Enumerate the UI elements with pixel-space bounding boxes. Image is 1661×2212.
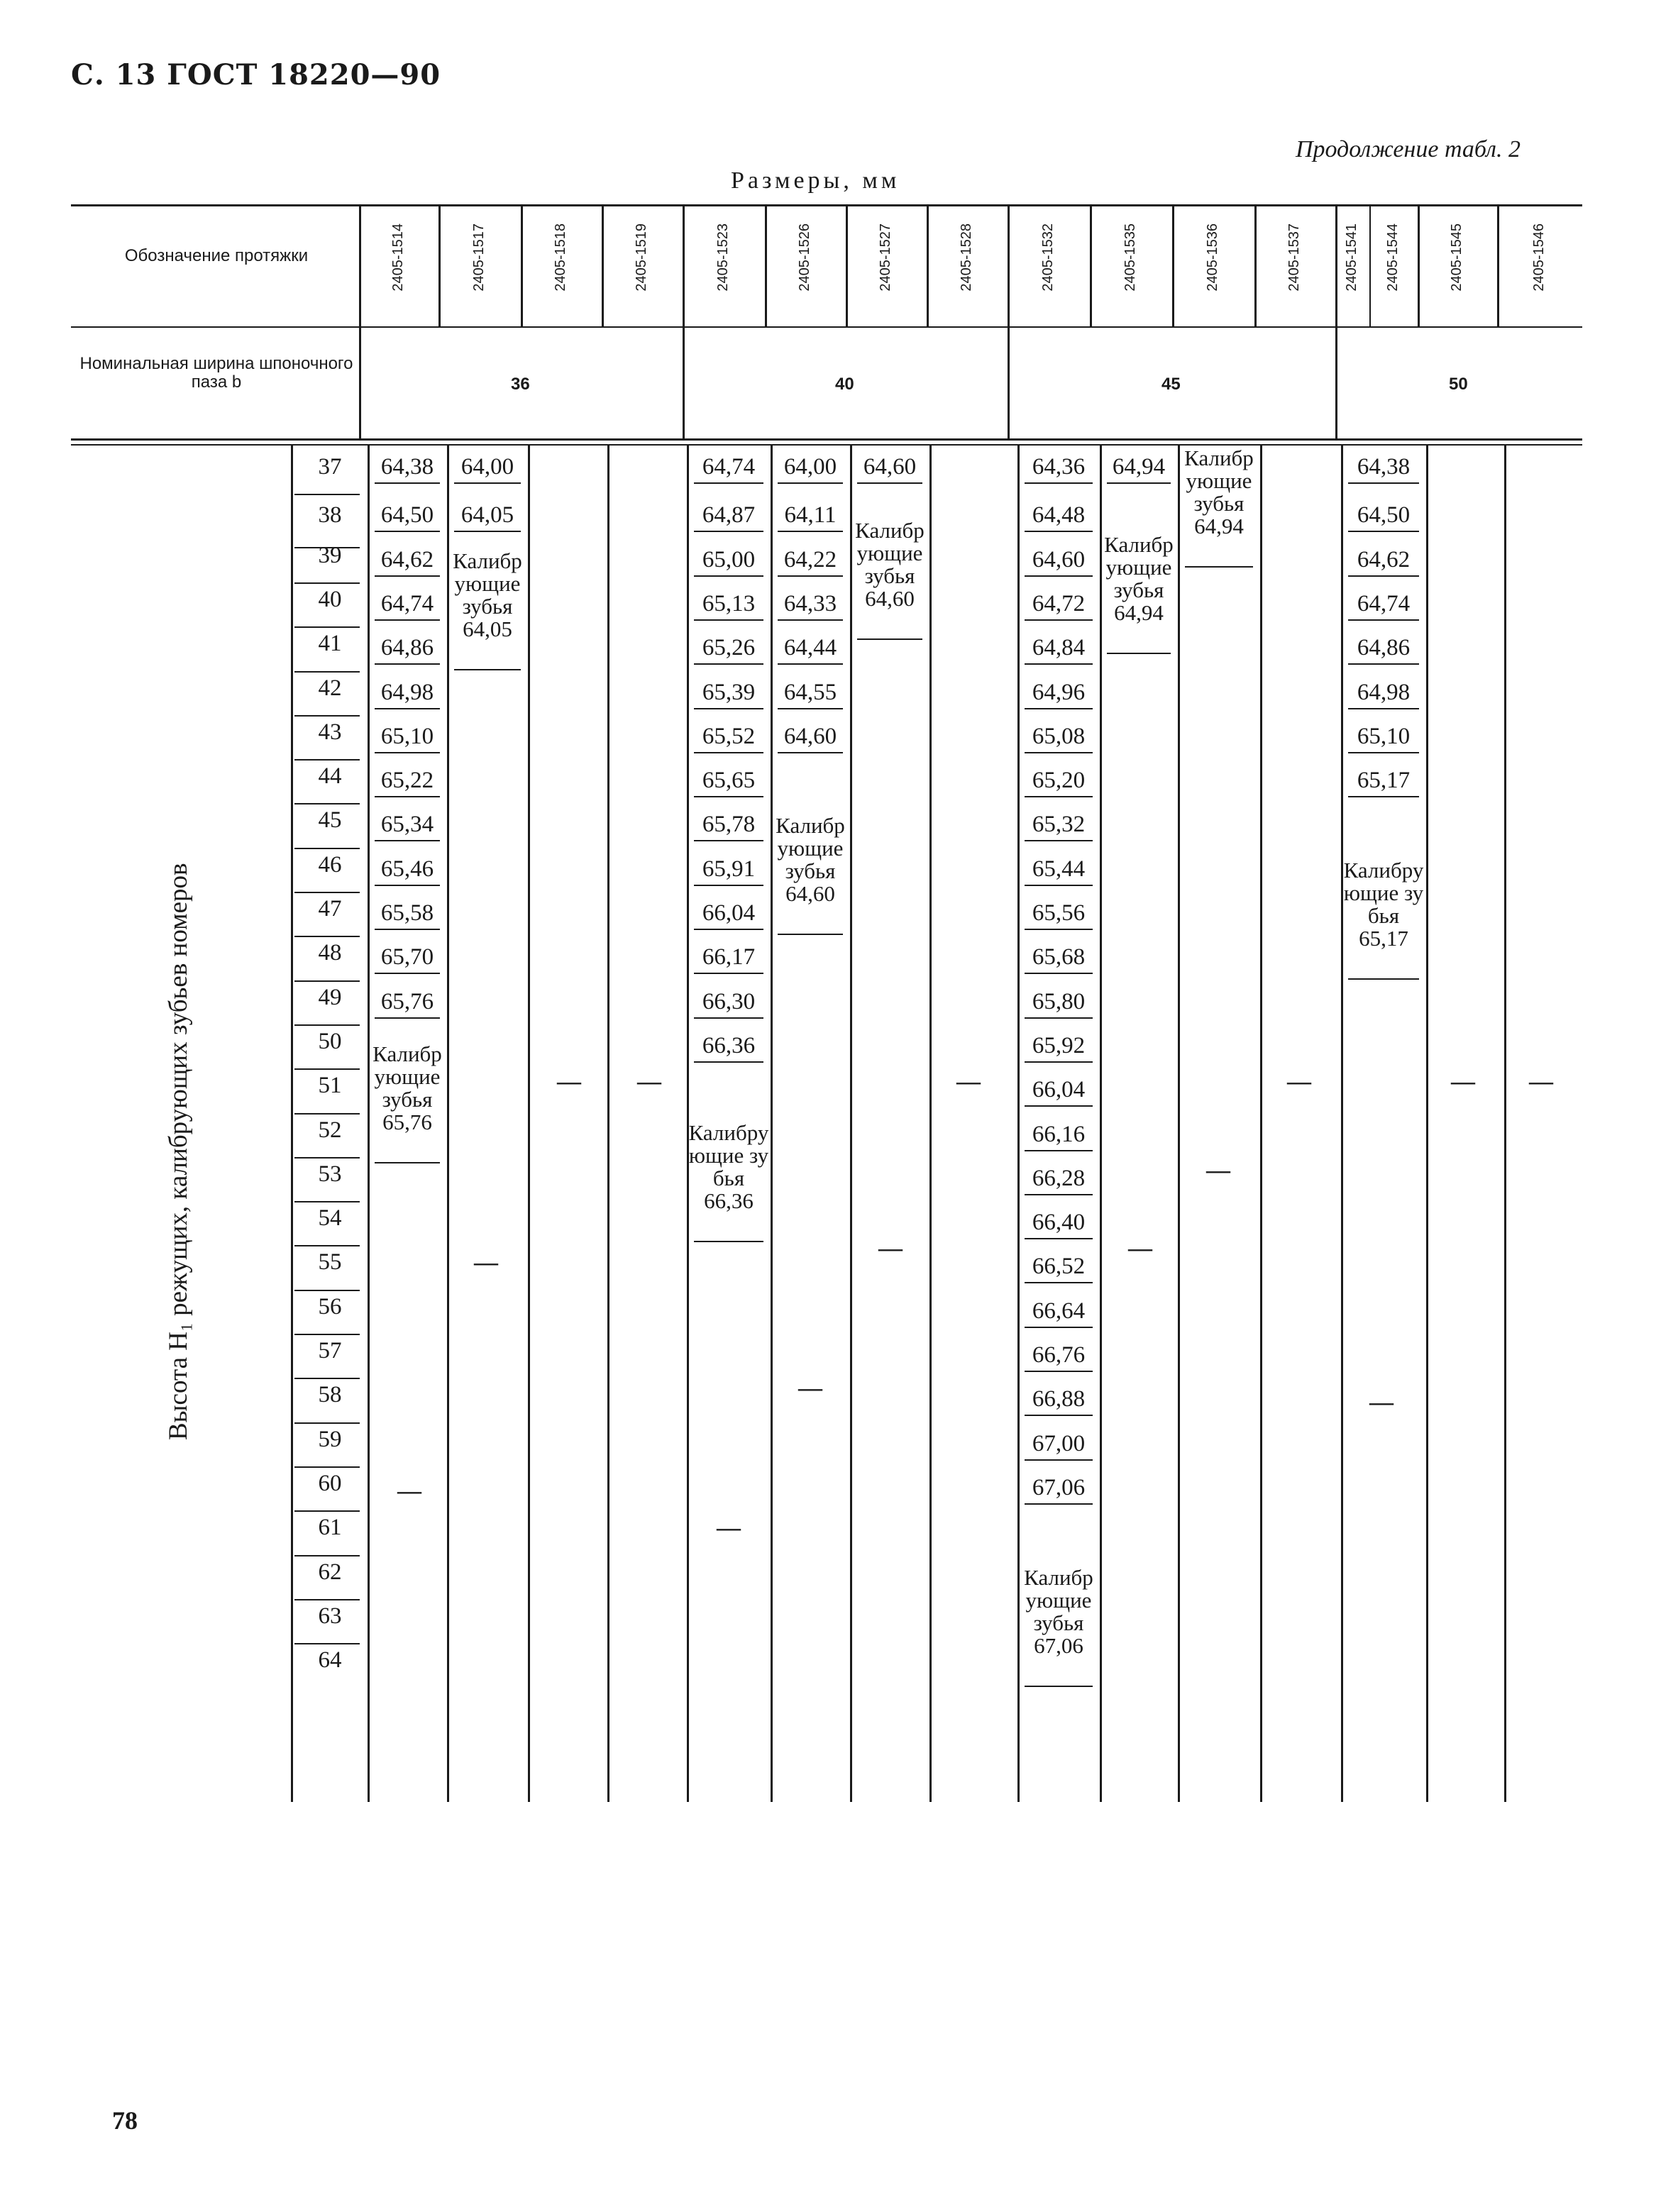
calib-2405-1527-rule xyxy=(857,638,922,640)
code-col-divider xyxy=(1090,204,1092,326)
designation-code: 2405-1536 xyxy=(1205,223,1220,292)
calib-2405-1532-rule xyxy=(1025,1686,1093,1687)
page-header: С. 13 ГОСТ 18220—90 xyxy=(71,58,441,92)
value-2405-1514-rule xyxy=(375,482,440,484)
tooth-number: 39 xyxy=(318,542,342,568)
empty-dash: — xyxy=(1128,1235,1152,1262)
code-col-divider xyxy=(846,204,848,326)
nominal-width: 50 xyxy=(1449,375,1468,394)
body-col-rule xyxy=(1504,446,1506,1802)
tooth-number: 38 xyxy=(318,502,342,529)
code-col-divider xyxy=(765,204,767,326)
value-2405-1532-rule xyxy=(1025,752,1093,753)
value-2405-1532-rule xyxy=(1025,708,1093,709)
code-col-divider xyxy=(927,204,929,326)
value-2405-1514-rule xyxy=(375,575,440,577)
value-2405-1532: 66,76 xyxy=(1032,1342,1086,1368)
value-2405-1523-rule xyxy=(694,663,763,665)
tooth-number-rule xyxy=(294,803,360,804)
value-2405-1532-rule xyxy=(1025,531,1093,532)
calib-2405-1527: Калибрующие зубья 64,60 xyxy=(855,518,925,612)
nominal-width: 45 xyxy=(1161,375,1181,394)
tooth-number-rule xyxy=(294,1466,360,1468)
value-2405-1523-rule xyxy=(694,752,763,753)
value-2405-1514-rule xyxy=(375,840,440,841)
value-2405-1532-rule xyxy=(1025,1503,1093,1505)
calib-2405-1535: Калибрующие зубья 64,94 xyxy=(1104,532,1174,626)
tooth-number: 60 xyxy=(318,1470,342,1496)
value-2405-1523: 65,52 xyxy=(702,723,756,749)
value-2405-1526-rule xyxy=(778,663,843,665)
value-2405-1523: 65,26 xyxy=(702,635,756,661)
value-2405-1514-rule xyxy=(375,929,440,930)
empty-dash: — xyxy=(1529,1068,1553,1095)
tooth-number-rule xyxy=(294,848,360,849)
value-2405-1541: 65,10 xyxy=(1357,723,1411,749)
table-continuation-label: Продолжение табл. 2 xyxy=(1295,136,1521,162)
calib-2405-1514-rule xyxy=(375,1162,440,1163)
empty-dash: — xyxy=(1287,1068,1311,1095)
code-col-divider xyxy=(1008,204,1010,326)
tooth-number: 51 xyxy=(318,1073,342,1099)
value-2405-1532: 66,04 xyxy=(1032,1077,1086,1103)
body-col-rule xyxy=(1260,446,1262,1802)
value-2405-1532: 65,92 xyxy=(1032,1032,1086,1058)
body-col-rule xyxy=(850,446,852,1802)
value-2405-1532: 65,80 xyxy=(1032,988,1086,1014)
empty-dash: — xyxy=(1369,1389,1394,1416)
designation-code: 2405-1519 xyxy=(634,223,649,292)
value-2405-1532: 64,96 xyxy=(1032,679,1086,705)
value-2405-1532-rule xyxy=(1025,1415,1093,1416)
calib-2405-1541-rule xyxy=(1348,978,1419,980)
empty-dash: — xyxy=(397,1477,421,1504)
tooth-number: 64 xyxy=(318,1647,342,1674)
value-2405-1514: 64,62 xyxy=(380,546,434,573)
value-2405-1514-rule xyxy=(375,663,440,665)
header-bottom-rule xyxy=(71,438,1582,441)
tooth-number: 45 xyxy=(318,807,342,834)
tooth-number: 43 xyxy=(318,719,342,745)
body-col-rule xyxy=(1178,446,1180,1802)
value-2405-1526: 64,60 xyxy=(783,723,837,749)
value-2405-1532-rule xyxy=(1025,1327,1093,1328)
tooth-number-rule xyxy=(294,1290,360,1291)
designation-code: 2405-1517 xyxy=(471,223,487,292)
value-2405-1532: 65,68 xyxy=(1032,944,1086,970)
value-2405-1523: 66,17 xyxy=(702,944,756,970)
code-col-divider xyxy=(1369,204,1371,326)
calib-2405-1526: Калибрующие зубья 64,60 xyxy=(776,813,845,907)
code-col-divider xyxy=(1497,204,1499,326)
value-2405-1541: 64,98 xyxy=(1357,679,1411,705)
header-col-divider xyxy=(359,204,361,438)
value-2405-1532: 67,06 xyxy=(1032,1474,1086,1500)
tooth-number-rule xyxy=(294,1157,360,1158)
code-col-divider xyxy=(438,204,441,326)
value-2405-1526-rule xyxy=(778,531,843,532)
value-2405-1532-rule xyxy=(1025,1194,1093,1195)
value-2405-1514: 65,34 xyxy=(380,812,434,838)
body-col-rule xyxy=(528,446,530,1802)
value-2405-1517-rule xyxy=(454,531,521,532)
empty-dash: — xyxy=(474,1249,498,1276)
value-2405-1532-rule xyxy=(1025,482,1093,484)
value-2405-1523-rule xyxy=(694,796,763,797)
side-caption: Высота H₁ режущих, калибрующих зубьев номеров xyxy=(164,863,193,1440)
value-2405-1523-rule xyxy=(694,1061,763,1063)
value-2405-1532-rule xyxy=(1025,1105,1093,1107)
tooth-number-rule xyxy=(294,494,360,495)
empty-dash: — xyxy=(1451,1068,1475,1095)
value-2405-1514-rule xyxy=(375,796,440,797)
width-group-divider xyxy=(683,326,685,438)
value-2405-1526: 64,55 xyxy=(783,679,837,705)
designation-code: 2405-1535 xyxy=(1122,223,1138,292)
body-col-rule xyxy=(447,446,449,1802)
value-2405-1523: 65,13 xyxy=(702,590,756,616)
value-2405-1541: 64,38 xyxy=(1357,454,1411,480)
tooth-number: 40 xyxy=(318,586,342,612)
tooth-number-rule xyxy=(294,759,360,761)
tooth-number: 57 xyxy=(318,1338,342,1364)
value-2405-1541-rule xyxy=(1348,663,1419,665)
tooth-number: 42 xyxy=(318,675,342,701)
designation-code: 2405-1518 xyxy=(553,223,568,292)
calib-2405-1535-rule xyxy=(1107,653,1171,654)
value-2405-1523-rule xyxy=(694,619,763,621)
tooth-number: 47 xyxy=(318,896,342,922)
tooth-number-rule xyxy=(294,582,360,584)
value-2405-1523-rule xyxy=(694,708,763,709)
tooth-number-rule xyxy=(294,1599,360,1600)
designation-row-label: Обозначение протяжки xyxy=(124,246,309,265)
value-2405-1532-rule xyxy=(1025,1459,1093,1461)
value-2405-1514-rule xyxy=(375,973,440,974)
value-2405-1514-rule xyxy=(375,708,440,709)
value-2405-1526: 64,11 xyxy=(784,502,837,529)
nominal-width: 40 xyxy=(835,375,854,394)
value-2405-1514-rule xyxy=(375,1017,440,1019)
calib-2405-1517-rule xyxy=(454,669,521,670)
value-2405-1532: 64,36 xyxy=(1032,454,1086,480)
tooth-number-rule xyxy=(294,715,360,717)
empty-dash: — xyxy=(637,1068,661,1095)
tooth-number: 62 xyxy=(318,1559,342,1585)
designation-code: 2405-1528 xyxy=(959,223,974,292)
value-2405-1532: 64,48 xyxy=(1032,502,1086,529)
tooth-number: 49 xyxy=(318,984,342,1010)
designation-code: 2405-1527 xyxy=(878,223,893,292)
empty-dash: — xyxy=(1206,1156,1230,1183)
value-2405-1532: 66,52 xyxy=(1032,1254,1086,1280)
tooth-number: 41 xyxy=(318,631,342,657)
value-2405-1523: 65,78 xyxy=(702,812,756,838)
tooth-number: 63 xyxy=(318,1603,342,1629)
value-2405-1532: 66,88 xyxy=(1032,1386,1086,1412)
value-2405-1514: 65,22 xyxy=(380,768,434,794)
value-2405-1514-rule xyxy=(375,531,440,532)
empty-dash: — xyxy=(798,1375,822,1402)
tooth-number: 61 xyxy=(318,1515,342,1541)
value-2405-1532-rule xyxy=(1025,663,1093,665)
header-bottom-rule-2 xyxy=(71,444,1582,446)
value-2405-1532-rule xyxy=(1025,1061,1093,1063)
tooth-number: 48 xyxy=(318,940,342,966)
value-2405-1514: 64,86 xyxy=(380,635,434,661)
value-2405-1532-rule xyxy=(1025,1282,1093,1283)
body-col-rule xyxy=(1426,446,1428,1802)
nominal-width: 36 xyxy=(511,375,530,394)
calib-2405-1523: Калибрующие зубья 66,36 xyxy=(688,1119,769,1213)
designation-code: 2405-1526 xyxy=(797,223,812,292)
tooth-number: 37 xyxy=(318,454,342,480)
tooth-number-rule xyxy=(294,980,360,982)
value-2405-1526-rule xyxy=(778,752,843,753)
value-2405-1532: 65,32 xyxy=(1032,812,1086,838)
number-col-rule xyxy=(291,446,293,1802)
tooth-number-rule xyxy=(294,1113,360,1115)
value-2405-1523: 65,91 xyxy=(702,856,756,882)
header-divider xyxy=(71,326,1582,328)
value-2405-1532: 64,72 xyxy=(1032,590,1086,616)
page-number: 78 xyxy=(112,2106,138,2135)
tooth-number-rule xyxy=(294,1378,360,1379)
value-2405-1532-rule xyxy=(1025,1371,1093,1372)
empty-dash: — xyxy=(717,1515,741,1542)
value-2405-1523-rule xyxy=(694,1017,763,1019)
value-2405-1517: 64,00 xyxy=(460,454,514,480)
tooth-number: 54 xyxy=(318,1205,342,1232)
tooth-number: 58 xyxy=(318,1382,342,1408)
value-2405-1514: 65,58 xyxy=(380,900,434,926)
tooth-number-rule xyxy=(294,1068,360,1070)
tooth-number-rule xyxy=(294,1245,360,1246)
code-col-divider xyxy=(1335,204,1337,326)
value-2405-1532: 65,56 xyxy=(1032,900,1086,926)
value-2405-1541-rule xyxy=(1348,752,1419,753)
value-2405-1532-rule xyxy=(1025,973,1093,974)
value-2405-1517-rule xyxy=(454,482,521,484)
code-col-divider xyxy=(1418,204,1420,326)
value-2405-1535-rule xyxy=(1107,482,1171,484)
tooth-number: 56 xyxy=(318,1293,342,1320)
calib-2405-1536-rule xyxy=(1185,566,1253,568)
value-2405-1523-rule xyxy=(694,973,763,974)
value-2405-1523-rule xyxy=(694,531,763,532)
value-2405-1541-rule xyxy=(1348,531,1419,532)
value-2405-1523: 65,00 xyxy=(702,546,756,573)
value-2405-1523-rule xyxy=(694,840,763,841)
calib-2405-1514: Калибрующие зубья 65,76 xyxy=(373,1041,442,1134)
value-2405-1541-rule xyxy=(1348,708,1419,709)
tooth-number: 59 xyxy=(318,1426,342,1452)
tooth-number: 44 xyxy=(318,763,342,790)
tooth-number-rule xyxy=(294,892,360,893)
value-2405-1527: 64,60 xyxy=(863,454,917,480)
value-2405-1526: 64,44 xyxy=(783,635,837,661)
value-2405-1532-rule xyxy=(1025,619,1093,621)
units-label: Размеры, мм xyxy=(731,167,900,194)
value-2405-1526-rule xyxy=(778,575,843,577)
body-col-rule xyxy=(607,446,609,1802)
value-2405-1532: 64,84 xyxy=(1032,635,1086,661)
value-2405-1532: 64,60 xyxy=(1032,546,1086,573)
value-2405-1532-rule xyxy=(1025,575,1093,577)
code-col-divider xyxy=(602,204,604,326)
calib-2405-1541: Калибрующие зубья 65,17 xyxy=(1343,857,1424,951)
value-2405-1532-rule xyxy=(1025,929,1093,930)
tooth-number-rule xyxy=(294,936,360,937)
value-2405-1526: 64,22 xyxy=(783,546,837,573)
width-group-divider xyxy=(1008,326,1010,438)
value-2405-1523-rule xyxy=(694,885,763,886)
value-2405-1532: 65,08 xyxy=(1032,723,1086,749)
calib-2405-1526-rule xyxy=(778,934,843,935)
tooth-number-rule xyxy=(294,1422,360,1424)
value-2405-1523: 65,39 xyxy=(702,679,756,705)
value-2405-1532-rule xyxy=(1025,885,1093,886)
tooth-number-rule xyxy=(294,626,360,628)
designation-code: 2405-1514 xyxy=(390,223,406,292)
value-2405-1532: 66,40 xyxy=(1032,1210,1086,1236)
value-2405-1514: 64,98 xyxy=(380,679,434,705)
tooth-number: 50 xyxy=(318,1028,342,1054)
value-2405-1541: 64,50 xyxy=(1357,502,1411,529)
value-2405-1532-rule xyxy=(1025,1238,1093,1239)
calib-2405-1523-rule xyxy=(694,1241,763,1242)
value-2405-1523-rule xyxy=(694,575,763,577)
value-2405-1514: 65,76 xyxy=(380,988,434,1014)
value-2405-1514: 64,74 xyxy=(380,590,434,616)
value-2405-1523-rule xyxy=(694,482,763,484)
value-2405-1514-rule xyxy=(375,885,440,886)
tooth-number: 55 xyxy=(318,1249,342,1276)
value-2405-1527-rule xyxy=(857,482,922,484)
value-2405-1526: 64,33 xyxy=(783,590,837,616)
value-2405-1514: 65,10 xyxy=(380,723,434,749)
value-2405-1523: 66,30 xyxy=(702,988,756,1014)
empty-dash: — xyxy=(557,1068,581,1095)
width-row-label: Номинальная ширина шпоночного паза b xyxy=(79,354,353,392)
calib-2405-1536: Калибрующие зубья 64,94 xyxy=(1184,446,1254,538)
value-2405-1526-rule xyxy=(778,482,843,484)
tooth-number: 52 xyxy=(318,1117,342,1143)
body-col-rule xyxy=(1100,446,1102,1802)
value-2405-1541: 65,17 xyxy=(1357,768,1411,794)
value-2405-1526-rule xyxy=(778,708,843,709)
value-2405-1523: 64,87 xyxy=(702,502,756,529)
value-2405-1523: 64,74 xyxy=(702,454,756,480)
calib-2405-1532: Калибрующие зубья 67,06 xyxy=(1024,1564,1093,1658)
value-2405-1532: 67,00 xyxy=(1032,1430,1086,1456)
value-2405-1514-rule xyxy=(375,619,440,621)
code-col-divider xyxy=(521,204,523,326)
designation-code: 2405-1544 xyxy=(1385,223,1401,292)
value-2405-1514: 64,38 xyxy=(380,454,434,480)
value-2405-1523: 66,04 xyxy=(702,900,756,926)
value-2405-1514: 64,50 xyxy=(380,502,434,529)
value-2405-1535: 64,94 xyxy=(1112,454,1166,480)
value-2405-1541: 64,62 xyxy=(1357,546,1411,573)
value-2405-1541-rule xyxy=(1348,575,1419,577)
value-2405-1532: 65,44 xyxy=(1032,856,1086,882)
designation-code: 2405-1545 xyxy=(1449,223,1464,292)
value-2405-1541-rule xyxy=(1348,796,1419,797)
code-col-divider xyxy=(683,204,685,326)
value-2405-1523-rule xyxy=(694,929,763,930)
tooth-number-rule xyxy=(294,1201,360,1202)
designation-code: 2405-1537 xyxy=(1286,223,1302,292)
value-2405-1526: 64,00 xyxy=(783,454,837,480)
code-col-divider xyxy=(1254,204,1257,326)
tooth-number-rule xyxy=(294,1555,360,1556)
width-group-divider xyxy=(1335,326,1337,438)
calib-2405-1517: Калибрующие зубья 64,05 xyxy=(453,548,522,641)
code-col-divider xyxy=(1172,204,1174,326)
value-2405-1532-rule xyxy=(1025,796,1093,797)
tooth-number-rule xyxy=(294,1510,360,1512)
value-2405-1532: 66,28 xyxy=(1032,1165,1086,1191)
value-2405-1514: 65,70 xyxy=(380,944,434,970)
designation-code: 2405-1541 xyxy=(1344,223,1359,292)
table-top-rule xyxy=(71,204,1582,206)
value-2405-1532: 66,64 xyxy=(1032,1298,1086,1324)
value-2405-1517: 64,05 xyxy=(460,502,514,529)
value-2405-1514: 65,46 xyxy=(380,856,434,882)
value-2405-1523: 66,36 xyxy=(702,1032,756,1058)
value-2405-1541-rule xyxy=(1348,482,1419,484)
value-2405-1532-rule xyxy=(1025,840,1093,841)
tooth-number-rule xyxy=(294,1334,360,1335)
tooth-number: 46 xyxy=(318,851,342,878)
value-2405-1523: 65,65 xyxy=(702,768,756,794)
value-2405-1532-rule xyxy=(1025,1017,1093,1019)
designation-code: 2405-1532 xyxy=(1040,223,1056,292)
value-2405-1541-rule xyxy=(1348,619,1419,621)
tooth-number-rule xyxy=(294,1024,360,1026)
value-2405-1526-rule xyxy=(778,619,843,621)
tooth-number: 53 xyxy=(318,1161,342,1187)
tooth-number-rule xyxy=(294,1643,360,1644)
empty-dash: — xyxy=(878,1235,903,1262)
value-2405-1532-rule xyxy=(1025,1150,1093,1151)
value-2405-1532: 65,20 xyxy=(1032,768,1086,794)
value-2405-1541: 64,74 xyxy=(1357,590,1411,616)
body-col-rule xyxy=(929,446,932,1802)
tooth-number-rule xyxy=(294,671,360,673)
value-2405-1514-rule xyxy=(375,752,440,753)
designation-code: 2405-1546 xyxy=(1531,223,1547,292)
empty-dash: — xyxy=(956,1068,981,1095)
value-2405-1541: 64,86 xyxy=(1357,635,1411,661)
designation-code: 2405-1523 xyxy=(715,223,731,292)
value-2405-1532: 66,16 xyxy=(1032,1121,1086,1147)
